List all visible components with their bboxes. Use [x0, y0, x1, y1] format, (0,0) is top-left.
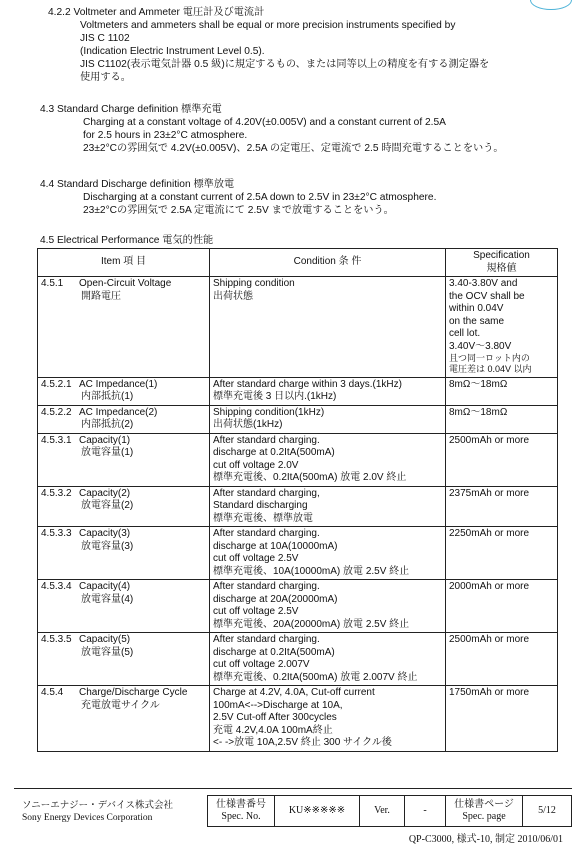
spec-line: 2500mAh or more — [449, 634, 530, 645]
item-name: Capacity(4) — [79, 581, 131, 592]
spec-line: 3.40-3.80V and — [449, 278, 518, 289]
section-text: JIS C 1102 — [80, 33, 130, 45]
spec-cell — [446, 433, 558, 486]
table-row — [38, 527, 558, 580]
item-cell — [38, 580, 210, 633]
condition-line: 標準充電後、10A(10000mA) 放電 2.5V 終止 — [213, 565, 410, 577]
condition-line: Standard discharging — [213, 500, 308, 511]
section-text: JIS C1102(表示電気計器 0.5 級)に規定するもの、または同等以上の精度を有する測定器を — [80, 59, 490, 71]
condition-line: After standard charging, — [213, 487, 320, 499]
item-name-jp: 放電容量(3) — [81, 540, 134, 552]
spec-line: the OCV shall be — [449, 290, 525, 302]
item-cell — [38, 686, 210, 752]
condition-line: cut off voltage 2.5V — [213, 606, 299, 617]
spec-no-label — [208, 796, 275, 827]
item-number: 4.5.1 — [41, 278, 64, 289]
item-name: Open-Circuit Voltage — [79, 278, 172, 289]
item-name: Charge/Discharge Cycle — [79, 687, 188, 698]
spec-line: on the same — [449, 315, 505, 327]
item-cell — [38, 486, 210, 527]
item-cell — [38, 433, 210, 486]
condition-cell — [210, 277, 446, 378]
condition-line: 標準充電後、0.2ItA(500mA) 放電 2.0V 終止 — [213, 472, 407, 483]
condition-cell — [210, 633, 446, 686]
spec-info-box — [207, 795, 572, 827]
item-cell — [38, 527, 210, 580]
table-row — [38, 486, 558, 527]
condition-line: 出荷状態(1kHz) — [213, 419, 283, 430]
item-name-jp: 開路電圧 — [81, 290, 121, 302]
table-row — [38, 433, 558, 486]
condition-cell — [210, 405, 446, 433]
item-number: 4.5.3.1 — [41, 434, 72, 446]
section-heading: 4.4 Standard Discharge definition 標準放電 — [40, 179, 235, 190]
spec-no-label-jp: 仕様書番号 — [216, 799, 266, 810]
item-name-jp: 放電容量(5) — [81, 646, 134, 658]
item-number: 4.5.3.3 — [41, 528, 72, 539]
item-name: Capacity(3) — [79, 528, 131, 539]
item-name-jp: 放電容量(4) — [81, 593, 134, 605]
item-name: Capacity(1) — [79, 434, 131, 446]
item-name-jp: 内部抵抗(1) — [81, 391, 134, 402]
spec-cell — [446, 377, 558, 405]
condition-line: discharge at 0.2ItA(500mA) — [213, 447, 335, 458]
item-name-jp: 内部抵抗(2) — [81, 419, 134, 430]
section-heading: 4.2.2 Voltmeter and Ammeter 電圧計及び電流計 — [48, 7, 265, 18]
condition-line: After standard charge within 3 days.(1kHz) — [213, 378, 402, 390]
spec-line: 2250mAh or more — [449, 528, 530, 539]
spec-cell — [446, 277, 558, 378]
spec-line: 電圧差は 0.04V 以内 — [449, 364, 532, 375]
item-name: AC Impedance(2) — [79, 406, 158, 418]
condition-line: Shipping condition — [213, 278, 295, 289]
spec-no-value: KU※※※※※ — [275, 796, 360, 827]
item-number: 4.5.3.4 — [41, 581, 72, 592]
section-4-4 — [40, 178, 436, 217]
header-specification — [446, 249, 558, 277]
condition-line: <- ->放電 10A,2.5V 終止 300 サイクル後 — [213, 737, 392, 748]
table-row — [38, 377, 558, 405]
table-row — [38, 633, 558, 686]
condition-line: After standard charging. — [213, 528, 320, 539]
section-heading: 4.3 Standard Charge definition 標準充電 — [40, 104, 222, 115]
item-cell — [38, 405, 210, 433]
spec-cell — [446, 633, 558, 686]
item-cell — [38, 277, 210, 378]
section-text: (Indication Electric Instrument Level 0.5). — [80, 46, 265, 58]
spec-cell — [446, 580, 558, 633]
table-row — [38, 580, 558, 633]
company-block — [22, 800, 173, 825]
item-number: 4.5.3.2 — [41, 487, 72, 499]
spec-line: 8mΩ～18mΩ — [449, 406, 508, 418]
condition-cell — [210, 580, 446, 633]
condition-line: 標準充電後、0.2ItA(500mA) 放電 2.007V 終止 — [213, 671, 418, 683]
condition-line: 標準充電後、標準放電 — [213, 512, 313, 524]
section-4-2-2 — [48, 6, 489, 84]
ver-value: - — [405, 796, 446, 827]
condition-line: cut off voltage 2.5V — [213, 553, 299, 564]
item-number: 4.5.2.2 — [41, 406, 72, 418]
spec-line: cell lot. — [449, 328, 481, 339]
condition-line: After standard charging. — [213, 581, 320, 592]
table-row — [38, 405, 558, 433]
item-cell — [38, 633, 210, 686]
spec-no-label-en: Spec. No. — [221, 811, 261, 822]
item-number: 4.5.3.5 — [41, 634, 72, 645]
header-condition: Condition 条 件 — [210, 249, 446, 277]
item-number: 4.5.4 — [41, 687, 64, 698]
spec-page-label-en: Spec. page — [462, 811, 506, 822]
spec-line: 8mΩ～18mΩ — [449, 378, 508, 390]
spec-cell — [446, 686, 558, 752]
document-reference: QP-C3000, 様式-10, 制定 2010/06/01 — [408, 834, 563, 845]
item-name: Capacity(5) — [79, 634, 131, 645]
section-text: 使用する。 — [80, 72, 131, 84]
condition-line: cut off voltage 2.0V — [213, 459, 299, 471]
table-row — [38, 686, 558, 752]
condition-cell — [210, 433, 446, 486]
condition-line: After standard charging. — [213, 634, 320, 645]
section-text: for 2.5 hours in 23±2°C atmosphere. — [83, 130, 248, 142]
ver-label: Ver. — [360, 796, 405, 827]
spec-cell — [446, 486, 558, 527]
table-row — [38, 277, 558, 378]
section-text: Voltmeters and ammeters shall be equal or more precision instruments specified by — [80, 20, 456, 32]
spec-line: 3.40V～3.80V — [449, 340, 512, 352]
item-name-jp: 充電放電サイクル — [81, 699, 160, 711]
item-name: AC Impedance(1) — [79, 378, 158, 390]
company-name-jp: ソニーエナジー・デバイス株式会社 — [22, 801, 173, 811]
item-number: 4.5.2.1 — [41, 378, 72, 390]
header-item: Item 項 目 — [38, 249, 210, 277]
section-4-3 — [40, 103, 504, 155]
condition-line: Charge at 4.2V, 4.0A, Cut-off current — [213, 687, 375, 698]
item-name-jp: 放電容量(1) — [81, 447, 134, 458]
stamp-mark — [530, 0, 572, 10]
condition-cell — [210, 527, 446, 580]
spec-cell — [446, 405, 558, 433]
condition-line: 2.5V Cut-off After 300cycles — [213, 712, 337, 723]
spec-line: 2500mAh or more — [449, 434, 530, 446]
spec-line: 1750mAh or more — [449, 687, 530, 698]
spec-line: 且つ同一ロット内の — [449, 353, 530, 363]
spec-page-label — [446, 796, 523, 827]
spec-line: 2375mAh or more — [449, 487, 530, 499]
header-spec-en: Specification — [473, 250, 530, 261]
electrical-performance-table — [37, 248, 558, 752]
condition-line: 100mA<-->Discharge at 10A, — [213, 699, 343, 711]
condition-line: Shipping condition(1kHz) — [213, 406, 325, 418]
item-name-jp: 放電容量(2) — [81, 500, 134, 511]
spec-cell — [446, 527, 558, 580]
section-text: 23±2°Cの雰囲気で 4.2V(±0.005V)、2.5A の定電圧、定電流で 2.5 時間充電することをいう。 — [83, 143, 504, 155]
condition-line: 出荷状態 — [213, 290, 253, 302]
spec-line: within 0.04V — [449, 303, 504, 314]
footer-divider — [14, 788, 572, 789]
condition-line: discharge at 0.2ItA(500mA) — [213, 646, 335, 658]
condition-line: 標準充電後、20A(20000mA) 放電 2.5V 終止 — [213, 618, 410, 630]
company-name-en: Sony Energy Devices Corporation — [22, 813, 153, 824]
page-number: 5/12 — [523, 796, 572, 827]
section-text: Charging at a constant voltage of 4.20V(±0.005V) and a constant current of 2.5A — [83, 117, 446, 129]
condition-line: cut off voltage 2.007V — [213, 659, 310, 670]
table-header-row — [38, 249, 558, 277]
spec-line: 2000mAh or more — [449, 581, 530, 592]
condition-cell — [210, 377, 446, 405]
condition-cell — [210, 686, 446, 752]
condition-line: discharge at 20A(20000mA) — [213, 593, 338, 605]
condition-cell — [210, 486, 446, 527]
item-cell — [38, 377, 210, 405]
section-text: 23±2°Cの雰囲気で 2.5A 定電流にて 2.5V まで放電することをいう。 — [83, 205, 394, 217]
condition-line: 標準充電後 3 日以内.(1kHz) — [213, 391, 337, 402]
spec-page-label-jp: 仕様書ページ — [454, 799, 514, 810]
condition-line: discharge at 10A(10000mA) — [213, 540, 338, 552]
condition-line: 充電 4.2V,4.0A 100mA終止 — [213, 724, 333, 736]
item-name: Capacity(2) — [79, 487, 131, 499]
section-4-5-heading: 4.5 Electrical Performance 電気的性能 — [40, 235, 214, 246]
section-text: Discharging at a constant current of 2.5A down to 2.5V in 23±2°C atmosphere. — [83, 192, 437, 204]
condition-line: After standard charging. — [213, 434, 320, 446]
header-spec-jp: 規格値 — [486, 262, 517, 274]
